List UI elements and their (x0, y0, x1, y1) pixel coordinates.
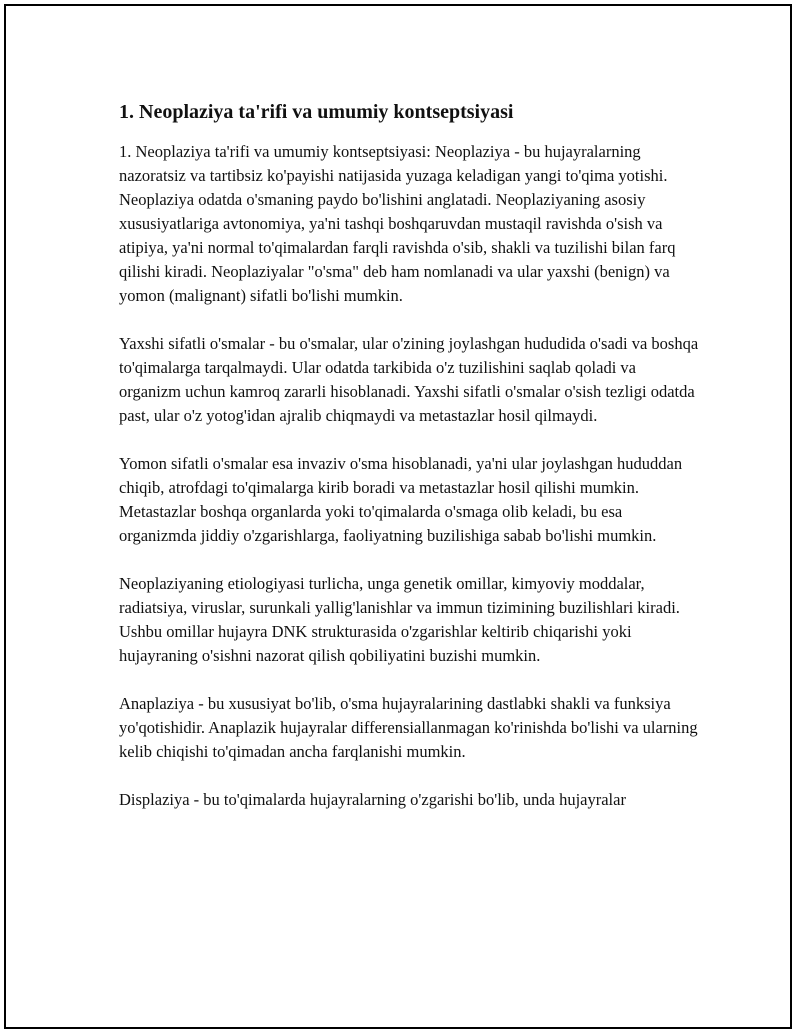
paragraph-dysplasia: Displaziya - bu to'qimalarda hujayralarning o'zgarishi bo'lib, unda hujayralar (119, 790, 626, 809)
paragraph-definition: 1. Neoplaziya ta'rifi va umumiy kontseptsiyasi: Neoplaziya - bu hujayralarning nazoratsiz va tartibsiz ko'payishi natijasida yuzaga keladigan yangi to'qima yotishi. Neoplaziya odatda o'smaning paydo bo'lishini anglatadi. Neoplaziyaning asosiy xususiyatlariga avtonomiya, ya'ni tashqi boshqaruvdan mustaqil ravishda o'sish va atipiya, ya'ni normal to'qimalardan farqli ravishda o'sib, shakli va tuzilishi bilan farq qilishi kiradi. Neoplaziyalar "o'sma" deb ham nomlanadi va ular yaxshi (benign) va yomon (malignant) sifatli bo'lishi mumkin. (119, 142, 676, 305)
paragraph-etiology: Neoplaziyaning etiologiyasi turlicha, unga genetik omillar, kimyoviy moddalar, radiatsiya, viruslar, surunkali yallig'lanishlar va immun tizimining buzilishlari kiradi. Ushbu omillar hujayra DNK strukturasida o'zgarishlar keltirib chiqarishi yoki hujayraning o'sishni nazorat qilish qobiliyatini buzishi mumkin. (119, 574, 680, 665)
document-title: 1. Neoplaziya ta'rifi va umumiy kontseptsiyasi (119, 101, 514, 123)
document-body (119, 98, 699, 836)
page-frame (4, 4, 792, 1029)
paragraph-malignant-tumors: Yomon sifatli o'smalar esa invaziv o'sma hisoblanadi, ya'ni ular joylashgan hududdan chiqib, atrofdagi to'qimalarga kirib boradi va metastazlar hosil qilishi mumkin. Metastazlar boshqa organlarda yoki to'qimalarda o'smaga olib keladi, bu esa organizmda jiddiy o'zgarishlarga, faoliyatning buzilishiga sabab bo'lishi mumkin. (119, 454, 683, 545)
paragraph-anaplasia: Anaplaziya - bu xususiyat bo'lib, o'sma hujayralarining dastlabki shakli va funksiya yo'qotishidir. Anaplazik hujayralar differensiallanmagan ko'rinishda bo'lishi va ularning kelib chiqishi to'qimadan ancha farqlanishi mumkin. (119, 694, 698, 761)
paragraph-benign-tumors: Yaxshi sifatli o'smalar - bu o'smalar, ular o'zining joylashgan hududida o'sadi va boshqa to'qimalarga tarqalmaydi. Ular odatda tarkibida o'z tuzilishini saqlab qoladi va organizm uchun kamroq zararli hisoblanadi. Yaxshi sifatli o'smalar o'sish tezligi odatda past, ular o'z yotog'idan ajralib chiqmaydi va metastazlar hosil qilmaydi. (119, 334, 699, 425)
